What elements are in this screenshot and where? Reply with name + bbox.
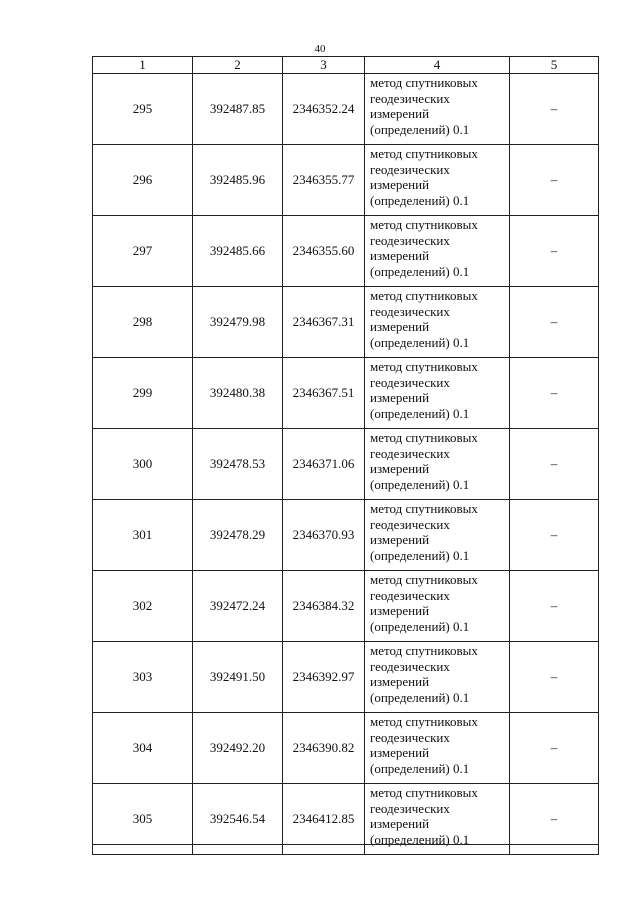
point-number-cell: 303 [93,642,193,713]
method-line: метод спутниковых [370,714,478,729]
method-line: метод спутниковых [370,501,478,516]
method-cell [365,713,510,784]
method-cell [365,216,510,287]
method-line: метод спутниковых [370,643,478,658]
method-line: метод спутниковых [370,430,478,445]
y-coordinate-cell: 2346412.85 [283,784,365,855]
y-coordinate-cell: 2346367.31 [283,287,365,358]
x-coordinate-cell: 392472.24 [193,571,283,642]
table-row [93,287,599,358]
method-line: измерений [370,390,430,406]
method-line: геодезических [370,587,450,603]
x-coordinate-cell: 392478.29 [193,500,283,571]
method-line: метод спутниковых [370,75,478,90]
table-row [93,429,599,500]
method-line: геодезических [370,516,450,532]
bottom-rule [92,844,599,845]
y-coordinate-cell: 2346390.82 [283,713,365,784]
method-line: (определений) 0.1 [370,547,470,563]
point-number-cell: 299 [93,358,193,429]
method-line: геодезических [370,729,450,745]
x-coordinate-cell: 392491.50 [193,642,283,713]
method-line: метод спутниковых [370,785,478,800]
x-coordinate-cell: 392478.53 [193,429,283,500]
table-row [93,145,599,216]
y-coordinate-cell: 2346392.97 [283,642,365,713]
point-number-cell: 301 [93,500,193,571]
table-row [93,571,599,642]
table-header-row [93,57,599,74]
y-coordinate-cell: 2346370.93 [283,500,365,571]
method-cell [365,571,510,642]
method-line: геодезических [370,303,450,319]
table-row [93,216,599,287]
method-line: (определений) 0.1 [370,405,470,421]
method-line: измерений [370,532,430,548]
note-cell: – [510,713,599,784]
method-line: метод спутниковых [370,572,478,587]
method-cell [365,500,510,571]
note-cell: – [510,429,599,500]
x-coordinate-cell: 392485.96 [193,145,283,216]
method-line: геодезических [370,161,450,177]
note-cell: – [510,358,599,429]
table-row [93,74,599,145]
method-line: геодезических [370,800,450,816]
method-cell [365,287,510,358]
method-line: метод спутниковых [370,146,478,161]
x-coordinate-cell: 392487.85 [193,74,283,145]
y-coordinate-cell: 2346352.24 [283,74,365,145]
point-number-cell: 298 [93,287,193,358]
point-number-cell: 297 [93,216,193,287]
table-row [93,358,599,429]
note-cell: – [510,74,599,145]
method-cell [365,145,510,216]
note-cell: – [510,571,599,642]
method-line: геодезических [370,374,450,390]
point-number-cell: 304 [93,713,193,784]
column-header: 2 [193,57,283,74]
method-line: измерений [370,106,430,122]
method-line: (определений) 0.1 [370,689,470,705]
method-line: измерений [370,177,430,193]
y-coordinate-cell: 2346384.32 [283,571,365,642]
note-cell: – [510,500,599,571]
point-number-cell: 300 [93,429,193,500]
column-header: 3 [283,57,365,74]
column-header: 5 [510,57,599,74]
coordinates-table [92,56,599,855]
y-coordinate-cell: 2346355.60 [283,216,365,287]
method-line: метод спутниковых [370,217,478,232]
method-line: (определений) 0.1 [370,618,470,634]
column-header: 1 [93,57,193,74]
note-cell: – [510,216,599,287]
table-row [93,642,599,713]
point-number-cell: 305 [93,784,193,855]
method-line: (определений) 0.1 [370,334,470,350]
note-cell: – [510,784,599,855]
point-number-cell: 302 [93,571,193,642]
method-line: измерений [370,319,430,335]
method-line: (определений) 0.1 [370,121,470,137]
method-cell [365,429,510,500]
column-header: 4 [365,57,510,74]
y-coordinate-cell: 2346355.77 [283,145,365,216]
method-line: измерений [370,248,430,264]
method-line: метод спутниковых [370,288,478,303]
table-row [93,713,599,784]
method-line: измерений [370,816,430,832]
note-cell: – [510,145,599,216]
page-number: 40 [314,43,326,55]
method-line: (определений) 0.1 [370,760,470,776]
method-line: (определений) 0.1 [370,263,470,279]
point-number-cell: 296 [93,145,193,216]
table-row [93,500,599,571]
x-coordinate-cell: 392492.20 [193,713,283,784]
method-cell [365,358,510,429]
method-line: (определений) 0.1 [370,476,470,492]
method-line: геодезических [370,445,450,461]
y-coordinate-cell: 2346371.06 [283,429,365,500]
x-coordinate-cell: 392480.38 [193,358,283,429]
method-line: (определений) 0.1 [370,192,470,208]
method-line: измерений [370,745,430,761]
method-cell [365,642,510,713]
point-number-cell: 295 [93,74,193,145]
method-line: измерений [370,674,430,690]
note-cell: – [510,642,599,713]
x-coordinate-cell: 392485.66 [193,216,283,287]
method-cell [365,74,510,145]
note-cell: – [510,287,599,358]
method-line: метод спутниковых [370,359,478,374]
method-line: геодезических [370,232,450,248]
method-line: измерений [370,603,430,619]
x-coordinate-cell: 392479.98 [193,287,283,358]
method-line: геодезических [370,658,450,674]
method-line: измерений [370,461,430,477]
method-line: (определений) 0.1 [370,831,470,847]
method-line: геодезических [370,90,450,106]
y-coordinate-cell: 2346367.51 [283,358,365,429]
x-coordinate-cell: 392546.54 [193,784,283,855]
